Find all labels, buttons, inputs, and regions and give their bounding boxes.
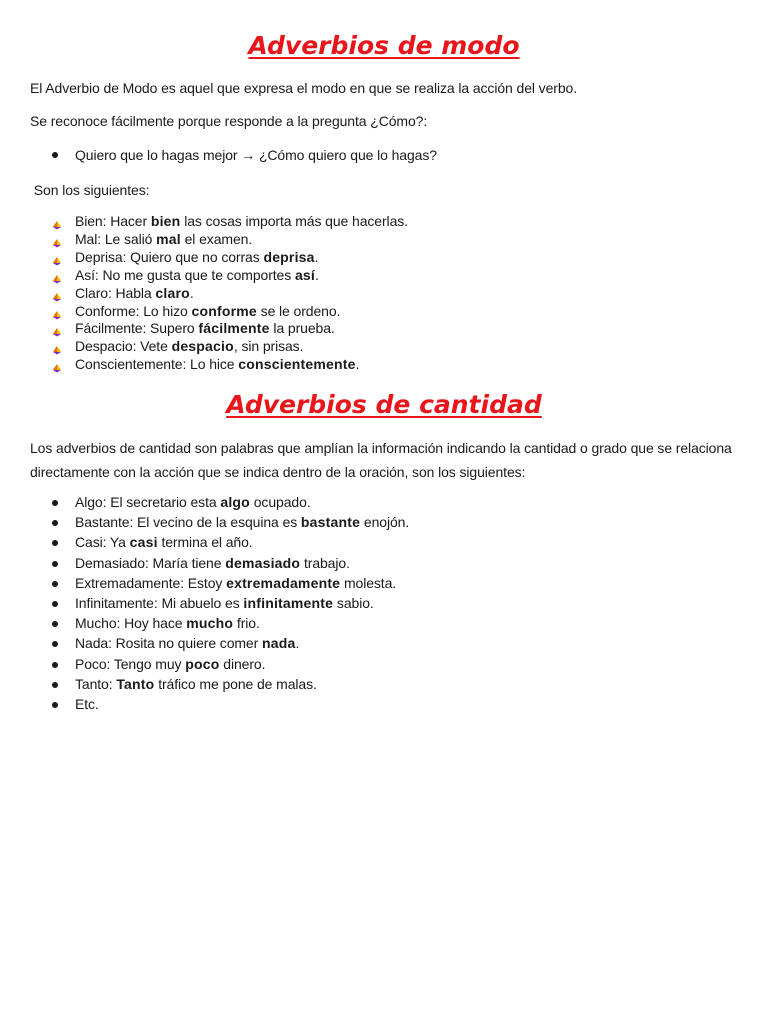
list-item (30, 213, 408, 231)
item-bold: infinitamente (243, 595, 334, 612)
list-item (30, 553, 409, 573)
item-before: Mucho: Hoy hace (75, 615, 187, 632)
multicolor-bullet-icon (52, 289, 62, 299)
item-after: el examen. (180, 230, 253, 247)
multicolor-bullet-icon (52, 253, 62, 263)
cantidad-adverb-list (30, 492, 409, 714)
multicolor-bullet-icon (52, 324, 62, 334)
item-after: termina el año. (157, 534, 253, 551)
multicolor-bullet-icon (52, 235, 62, 245)
cantidad-intro-paragraph: Los adverbios de cantidad son palabras que amplían la información indicando la cantidad o grado que se relaciona directamente con la acción que se indica dentro de la oración, son los siguientes: (30, 440, 732, 480)
disc-bullet-icon (52, 621, 58, 627)
item-after: las cosas importa más que hacerlas. (180, 213, 408, 229)
item-after: trabajo. (300, 554, 350, 571)
multicolor-bullet-icon (52, 342, 62, 352)
modo-adverb-list (30, 213, 408, 374)
list-item (30, 338, 408, 356)
item-after: dinero. (219, 655, 266, 672)
item-bold: Tanto (116, 675, 155, 692)
item-before: Así: No me gusta que te comportes (75, 266, 295, 283)
item-bold: demasiado (225, 554, 301, 571)
item-after: se le ordeno. (256, 302, 341, 319)
list-item (30, 267, 408, 285)
disc-bullet-icon (52, 662, 58, 668)
section-title-modo: Adverbios de modo (248, 31, 520, 60)
example-text: Quiero que lo hagas mejor → ¿Cómo quiero que lo hagas? (75, 147, 437, 163)
multicolor-bullet-icon (52, 217, 62, 227)
list-item (30, 633, 409, 653)
disc-bullet-icon (52, 641, 58, 647)
multicolor-bullet-icon (52, 360, 62, 370)
item-after: frio. (233, 615, 260, 632)
list-item (30, 492, 409, 512)
item-before: Nada: Rosita no quiere comer (75, 635, 262, 652)
item-bold: mucho (186, 615, 234, 632)
item-bold: fácilmente (198, 320, 270, 337)
item-before: Despacio: Vete (75, 338, 172, 355)
item-before: Algo: El secretario esta (75, 494, 221, 510)
multicolor-bullet-icon (52, 307, 62, 317)
list-item (30, 285, 408, 303)
item-after: molesta. (340, 574, 397, 591)
disc-bullet-icon (52, 561, 58, 567)
item-bold: bien (150, 213, 181, 229)
item-after: , sin prisas. (233, 338, 304, 355)
list-item (30, 694, 409, 714)
disc-bullet-icon (52, 540, 58, 546)
item-bold: conforme (191, 302, 257, 319)
item-bold: algo (220, 494, 250, 510)
item-bold: mal (156, 230, 181, 247)
disc-bullet-icon (52, 702, 58, 708)
item-before: Casi: Ya (75, 534, 130, 551)
disc-bullet-icon (52, 581, 58, 587)
item-bold: bastante (300, 514, 361, 531)
item-before: Deprisa: Quiero que no corras (75, 248, 264, 265)
item-after: sabio. (333, 595, 374, 612)
list-item (30, 674, 409, 694)
item-after: . (315, 266, 319, 283)
list-item (30, 320, 408, 338)
item-before: Conscientemente: Lo hice (75, 356, 239, 373)
item-bold: deprisa (263, 248, 315, 265)
disc-bullet-icon (52, 601, 58, 607)
list-item (30, 512, 409, 532)
modo-intro-paragraph: El Adverbio de Modo es aquel que expresa el modo en que se realiza la acción del verbo. (30, 80, 577, 96)
list-item (30, 144, 437, 166)
list-item (30, 654, 409, 674)
item-after: . (314, 248, 319, 265)
list-item (30, 573, 409, 593)
disc-bullet-icon (52, 520, 58, 526)
item-after: tráfico me pone de malas. (154, 675, 317, 692)
item-bold: extremadamente (226, 574, 341, 591)
list-item (30, 532, 409, 552)
modo-example-list (30, 144, 437, 166)
item-bold: claro (155, 284, 190, 301)
disc-bullet-icon (52, 152, 58, 158)
item-before: Claro: Habla (75, 284, 156, 301)
section-title-cantidad: Adverbios de cantidad (226, 390, 542, 419)
item-before: Bien: Hacer (75, 213, 151, 229)
list-item (30, 593, 409, 613)
multicolor-bullet-icon (52, 271, 62, 281)
item-before: Fácilmente: Supero (75, 320, 199, 337)
list-item (30, 356, 408, 374)
item-before: Poco: Tengo muy (75, 655, 186, 672)
item-bold: nada (261, 635, 296, 652)
item-after: enojón. (360, 514, 410, 531)
item-after: . (355, 356, 360, 373)
item-before: Infinitamente: Mi abuelo es (75, 595, 244, 612)
item-after: la prueba. (269, 320, 335, 337)
item-before: Mal: Le salió (75, 230, 157, 247)
disc-bullet-icon (52, 682, 58, 688)
item-before: Bastante: El vecino de la esquina es (75, 514, 301, 531)
item-after: . (189, 284, 194, 301)
list-item (30, 249, 408, 267)
item-bold: así (294, 266, 315, 283)
item-bold: casi (129, 534, 158, 551)
item-before: Tanto: (75, 675, 117, 692)
item-after: . (295, 635, 300, 652)
item-bold: conscientemente (238, 356, 356, 373)
item-bold: poco (185, 655, 220, 672)
list-item (30, 231, 408, 249)
list-item (30, 303, 408, 321)
disc-bullet-icon (52, 500, 58, 506)
item-before: Etc. (75, 696, 99, 713)
item-bold: despacio (171, 338, 234, 355)
item-after: ocupado. (249, 494, 311, 510)
item-before: Demasiado: María tiene (75, 554, 226, 571)
modo-recognize-paragraph: Se reconoce fácilmente porque responde a la pregunta ¿Cómo?: (30, 113, 428, 129)
modo-list-intro: Son los siguientes: (30, 182, 150, 198)
item-before: Extremadamente: Estoy (75, 574, 227, 591)
list-item (30, 613, 409, 633)
item-before: Conforme: Lo hizo (75, 302, 192, 319)
